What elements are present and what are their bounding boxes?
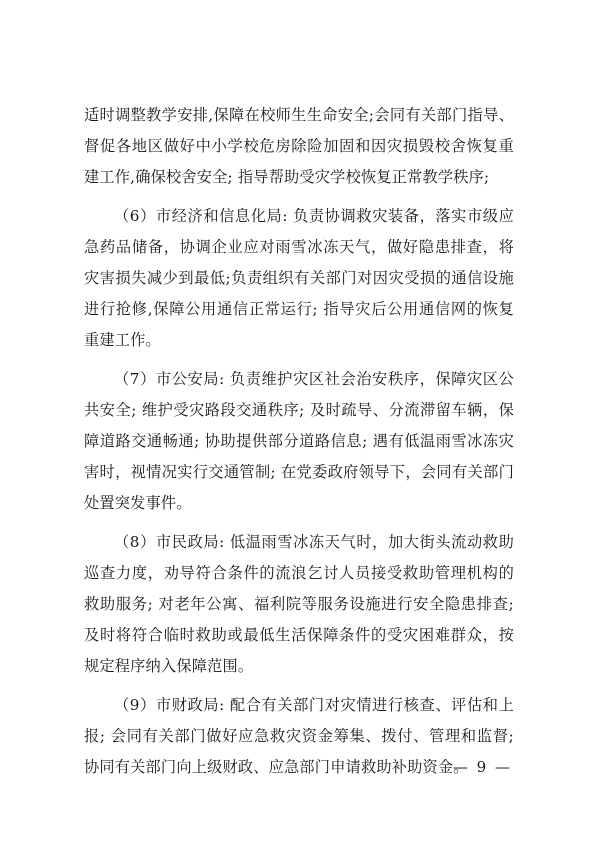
page-number: — 9 — — [452, 758, 512, 776]
paragraph-item-6: （6）市经济和信息化局: 负责协调救灾装备，落实市级应急药品储备，协调企业应对雨雪冰冻天气，做好隐患排查，将灾害损失减少到最低;负责组织有关部门对因灾受损的通信设施进行抢修,保障公用通信正常运行; 指导灾后公用通信网的恢复重建工作。 — [84, 207, 514, 349]
paragraph-continuation: 适时调整教学安排,保障在校师生生命安全;会同有关部门指导、督促各地区做好中小学校危房除险加固和因灾损毁校舍恢复重建工作,确保校舍安全; 指导帮助受灾学校恢复正常教学秩序; — [84, 106, 514, 186]
document-body — [84, 100, 514, 791]
paragraph-item-7: （7）市公安局: 负责维护灾区社会治安秩序，保障灾区公共安全; 维护受灾路段交通秩序; 及时疏导、分流滞留车辆，保障道路交通畅通; 协助提供部分道路信息; 遇有低温雨雪冰冻灾害时，视情况实行交通管制; 在党委政府领导下，会同有关部门处置突发事件。 — [84, 370, 514, 512]
paragraph-item-8: （8）市民政局: 低温雨雪冰冻天气时，加大街头流动救助巡查力度，劝导符合条件的流浪乞讨人员接受救助管理机构的救助服务; 对老年公寓、福利院等服务设施进行安全隐患排查; 及时将符合临时救助或最低生活保障条件的受灾困难群众，按规定程序纳入保障范围。 — [84, 533, 514, 675]
paragraph-item-9: （9）市财政局: 配合有关部门对灾情进行核查、评估和上报; 会同有关部门做好应急救灾资金筹集、拨付、管理和监督; 协同有关部门向上级财政、应急部门申请救助补助资金。 — [84, 696, 514, 776]
